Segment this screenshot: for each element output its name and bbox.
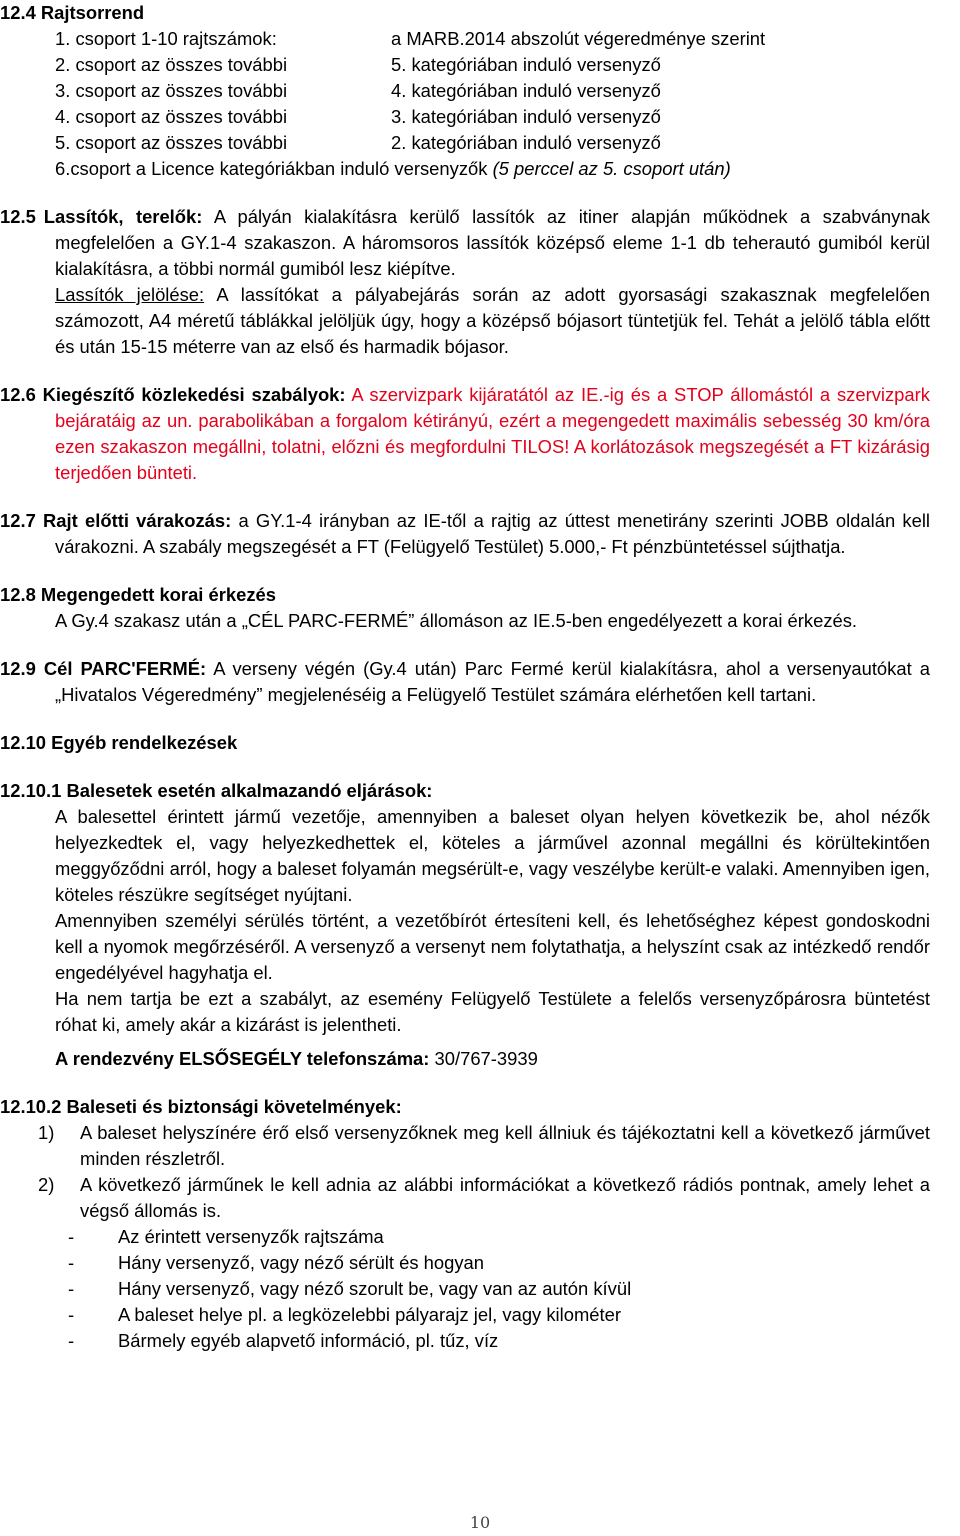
group-right: 2. kategóriában induló versenyző bbox=[391, 132, 661, 153]
dash-text: Hány versenyző, vagy néző szorult be, vagy van az autón kívül bbox=[118, 1278, 632, 1299]
phone-label: A rendezvény ELSŐSEGÉLY telefonszáma: bbox=[55, 1048, 430, 1069]
group-row bbox=[0, 26, 960, 52]
list-item bbox=[38, 1172, 960, 1224]
first-aid-phone bbox=[0, 1046, 960, 1072]
section-12-7 bbox=[0, 508, 960, 560]
group-right: 5. kategóriában induló versenyző bbox=[391, 54, 661, 75]
group-right: 3. kategóriában induló versenyző bbox=[391, 106, 661, 127]
section-number: 12.9 bbox=[0, 658, 36, 679]
section-12-10-title: 12.10 Egyéb rendelkezések bbox=[0, 732, 238, 753]
marking-label: Lassítók jelölése: bbox=[55, 284, 205, 305]
section-12-9-text: A verseny végén (Gy.4 után) Parc Fermé kerül kialakításra, ahol a versenyautókat a „Hivatalos Végeredmény” megjelenéséig a Felügyelő Testület számára elérhetően kell tartani. bbox=[55, 658, 930, 705]
page-number: 10 bbox=[469, 1513, 491, 1532]
dash-text: Bármely egyéb alapvető információ, pl. tűz, víz bbox=[118, 1330, 499, 1351]
dash-text: A baleset helye pl. a legközelebbi pályarajz jel, vagy kilométer bbox=[118, 1304, 621, 1325]
group-row bbox=[0, 130, 960, 156]
list-text: A következő járműnek le kell adnia az alábbi információkat a következő rádiós pontnak, amely lehet a végső állomás is. bbox=[80, 1174, 930, 1221]
dash-item: - Bármely egyéb alapvető információ, pl. tűz, víz bbox=[0, 1328, 960, 1354]
section-number: 12.7 bbox=[0, 510, 36, 531]
group-left: 1. csoport 1-10 rajtszámok: bbox=[55, 28, 277, 49]
section-12-10-1 bbox=[0, 778, 960, 1072]
section-12-4 bbox=[0, 0, 960, 182]
group-right: a MARB.2014 abszolút végeredménye szerint bbox=[391, 28, 766, 49]
dash-item: - A baleset helye pl. a legközelebbi pályarajz jel, vagy kilométer bbox=[0, 1302, 960, 1328]
group-6-text: 6.csoport a Licence kategóriákban induló versenyzők bbox=[55, 158, 488, 179]
paragraph: Amennyiben személyi sérülés történt, a vezetőbírót értesíteni kell, és lehetőséghez képest gondoskodni kell a nyomok megőrzéséről. A versenyző a versenyt nem folytathatja, a helyszínt csak az intézkedő rendőr engedélyével hagyhatja el. bbox=[55, 910, 930, 983]
group-row bbox=[0, 52, 960, 78]
group-right: 4. kategóriában induló versenyző bbox=[391, 80, 661, 101]
list-item bbox=[38, 1120, 960, 1172]
group-row bbox=[0, 78, 960, 104]
paragraph: Ha nem tartja be ezt a szabályt, az esemény Felügyelő Testülete a felelős versenyzőpárosra büntetést róhat ki, amely akár a kizárást is jelentheti. bbox=[55, 988, 930, 1035]
section-12-8-heading bbox=[0, 582, 960, 608]
dash-item: - Az érintett versenyzők rajtszáma bbox=[0, 1224, 960, 1250]
section-12-5-para-2 bbox=[0, 282, 960, 360]
section-12-9-title: Cél PARC'FERMÉ: bbox=[43, 658, 207, 679]
section-12-9 bbox=[0, 656, 960, 708]
section-12-5 bbox=[0, 204, 960, 360]
numbered-list bbox=[0, 1120, 960, 1224]
section-12-8-text: A Gy.4 szakasz után a „CÉL PARC-FERMÉ” állomáson az IE.5-ben engedélyezett a korai érkezés. bbox=[55, 610, 858, 631]
group-left: 4. csoport az összes további bbox=[55, 106, 288, 127]
section-12-8 bbox=[0, 582, 960, 634]
marking-text: A lassítókat a pályabejárás során az adott gyorsasági szakasznak megfelelően számozott, A4 méretű táblákkal jelöljük úgy, hogy a középső bójasort tüntetjük fel. Tehát a jelölő tábla előtt és után 15-15 méterre van az első és harmadik bójasor. bbox=[55, 284, 930, 357]
section-number: 12.8 bbox=[0, 584, 36, 605]
section-12-7-title: Rajt előtti várakozás: bbox=[43, 510, 232, 531]
dash-text: Hány versenyző, vagy néző sérült és hogyan bbox=[118, 1252, 484, 1273]
section-12-5-para-1 bbox=[0, 204, 960, 282]
section-number: 12.5 bbox=[0, 206, 36, 227]
group-left: 5. csoport az összes további bbox=[55, 132, 288, 153]
dash-item: - Hány versenyző, vagy néző szorult be, vagy van az autón kívül bbox=[0, 1276, 960, 1302]
dash-item: - Hány versenyző, vagy néző sérült és hogyan bbox=[0, 1250, 960, 1276]
group-left: 2. csoport az összes további bbox=[55, 54, 288, 75]
group-6-note: (5 perccel az 5. csoport után) bbox=[487, 158, 731, 179]
section-12-10-2-title: 12.10.2 Baleseti és biztonsági követelmények: bbox=[0, 1096, 402, 1117]
group-6-row bbox=[0, 156, 960, 182]
section-12-5-title: Lassítók, terelők: bbox=[43, 206, 203, 227]
section-12-6-text: A szervizpark kijáratától az IE.-ig és a STOP állomástól a szervizpark bejáratáig az un. parabolikában a forgalom kétirányú, ezért a megengedett maximális sebesség 30 km/óra ezen szakaszon megállni, tolatni, előzni és megfordulni TILOS! A korlátozások megszegését a FT kizárásig terjedően bünteti. bbox=[55, 384, 930, 483]
section-number: 12.6 bbox=[0, 384, 36, 405]
section-12-6-title: Kiegészítő közlekedési szabályok: bbox=[42, 384, 346, 405]
section-12-5-text: A pályán kialakításra kerülő lassítók az itiner alapján működnek a szabványnak megfelelően a GY.1-4 szakaszon. A háromsoros lassítók középső eleme 1-1 db teherautó gumiból kerül kialakításra, a többi normál gumiból lesz kiépítve. bbox=[55, 206, 930, 279]
list-number: 2) bbox=[38, 1174, 55, 1195]
group-left: 3. csoport az összes további bbox=[55, 80, 288, 101]
list-text: A baleset helyszínére érő első versenyzőknek meg kell állniuk és tájékoztatni kell a következő járművet minden részletről. bbox=[80, 1122, 930, 1169]
list-number: 1) bbox=[38, 1122, 55, 1143]
section-12-4-title: 12.4 Rajtsorrend bbox=[0, 2, 145, 23]
phone-number: 30/767-3939 bbox=[429, 1048, 538, 1069]
section-12-10-1-title: 12.10.1 Balesetek esetén alkalmazandó eljárások: bbox=[0, 780, 433, 801]
paragraph: A balesettel érintett jármű vezetője, amennyiben a baleset olyan helyen következik be, ahol nézők helyezkedtek el, vagy helyezkedhettek el, köteles a járművel azonnal megállni és körültekintően meggyőződni arról, hogy a baleset folyamán megsérült-e, vagy veszélybe került-e valaki. Amennyiben igen, köteles részükre segítséget nyújtani. bbox=[55, 806, 930, 905]
section-12-10-2 bbox=[0, 1094, 960, 1354]
group-row bbox=[0, 104, 960, 130]
dash-text: Az érintett versenyzők rajtszáma bbox=[118, 1226, 384, 1247]
section-12-8-title: Megengedett korai érkezés bbox=[40, 584, 277, 605]
section-12-6 bbox=[0, 382, 960, 486]
section-12-7-text: a GY.1-4 irányban az IE-től a rajtig az úttest menetirány szerinti JOBB oldalán kell várakozni. A szabály megszegését a FT (Felügyelő Testület) 5.000,- Ft pénzbüntetéssel sújthatja. bbox=[55, 510, 930, 557]
